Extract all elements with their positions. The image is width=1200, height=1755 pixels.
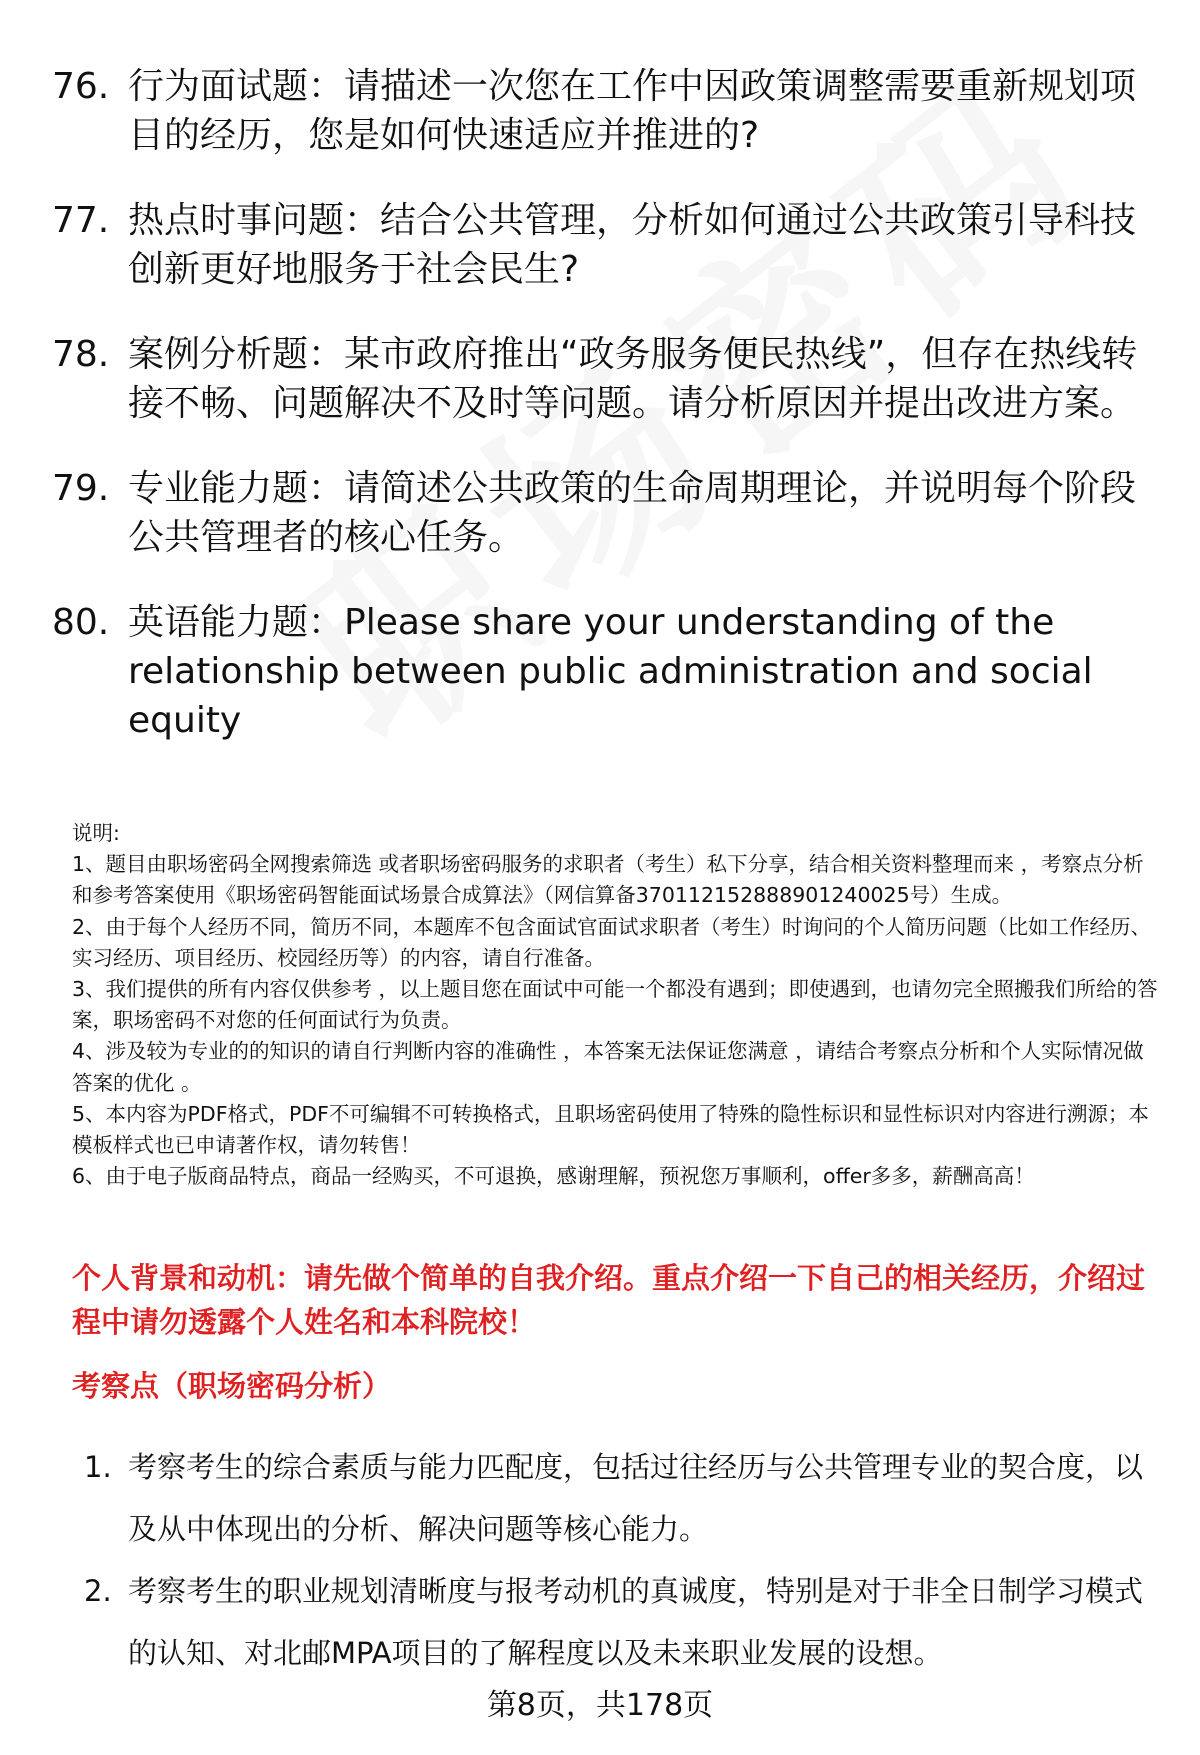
question-number: 76. xyxy=(52,66,110,107)
question-text: 案例分析题：某市政府推出“政务服务便民热线”，但存在热线转接不畅、问题解决不及时等问题。请分析原因并提出改进方案。 xyxy=(128,334,1138,424)
question-number: 79. xyxy=(52,468,110,509)
note-item: 5、本内容为PDF格式，PDF不可编辑不可转换格式，且职场密码使用了特殊的隐性标识和显性标识对内容进行溯源；本模板样式也已申请著作权，请勿转售！ xyxy=(72,1101,1149,1158)
question-text: 专业能力题：请简述公共政策的生命周期理论，并说明每个阶段公共管理者的核心任务。 xyxy=(128,468,1137,558)
question-item xyxy=(52,598,1142,745)
point-number: 2. xyxy=(84,1574,112,1608)
point-text: 考察考生的综合素质与能力匹配度，包括过往经历与公共管理专业的契合度，以及从中体现出的分析、解决问题等核心能力。 xyxy=(128,1450,1144,1546)
question-item xyxy=(52,330,1142,428)
point-number: 1. xyxy=(84,1450,112,1484)
note-item: 4、涉及较为专业的的知识的请自行判断内容的准确性 ，本答案无法保证您满意 ，请结合考察点分析和个人实际情况做答案的优化 。 xyxy=(72,1039,1144,1095)
question-item xyxy=(52,196,1142,294)
question-item xyxy=(52,62,1142,160)
section-subheading: 考察点（职场密码分析） xyxy=(72,1369,392,1403)
question-text: 热点时事问题：结合公共管理，分析如何通过公共政策引导科技创新更好地服务于社会民生? xyxy=(128,200,1137,290)
question-number: 78. xyxy=(52,334,110,375)
note-item: 6、由于电子版商品特点，商品一经购买，不可退换，感谢理解，预祝您万事顺利，offer多多，薪酬高高！ xyxy=(72,1164,1035,1189)
analysis-point xyxy=(84,1560,1160,1684)
question-list xyxy=(52,62,1142,781)
note-item: 2、由于每个人经历不同，简历不同，本题库不包含面试官面试求职者（考生）时询问的个人简历问题（比如工作经历、实习经历、项目经历、校园经历等）的内容，请自行准备。 xyxy=(72,914,1152,970)
question-text: 英语能力题：Please share your understanding of the relationship between public administration and social equity xyxy=(128,602,1093,741)
question-text: 行为面试题：请描述一次您在工作中因政策调整需要重新规划项目的经历，您是如何快速适应并推进的? xyxy=(128,66,1137,156)
section-heading: 个人背景和动机：请先做个简单的自我介绍。重点介绍一下自己的相关经历，介绍过程中请勿透露个人姓名和本科院校！ xyxy=(72,1261,1146,1339)
analysis-point xyxy=(84,1436,1160,1560)
point-text: 考察考生的职业规划清晰度与报考动机的真诚度，特别是对于非全日制学习模式的认知、对北邮MPA项目的了解程度以及未来职业发展的设想。 xyxy=(128,1574,1144,1670)
question-item xyxy=(52,464,1142,562)
page-footer: 第8页，共178页 xyxy=(486,1688,714,1723)
note-item: 1、题目由职场密码全网搜索筛选 或者职场密码服务的求职者（考生）私下分享，结合相关资料整理而来 ，考察点分析和参考答案使用《职场密码智能面试场景合成算法》（网信算备370112152888901240025号）生成。 xyxy=(72,852,1144,908)
notes-section xyxy=(72,818,1162,1192)
analysis-points xyxy=(84,1436,1160,1684)
notes-title: 说明: xyxy=(72,821,120,845)
question-number: 77. xyxy=(52,200,110,241)
note-item: 3、我们提供的所有内容仅供参考 ，以上题目您在面试中可能一个都没有遇到；即使遇到，也请勿完全照搬我们所给的答案，职场密码不对您的任何面试行为负责。 xyxy=(72,977,1158,1033)
question-number: 80. xyxy=(52,602,110,643)
